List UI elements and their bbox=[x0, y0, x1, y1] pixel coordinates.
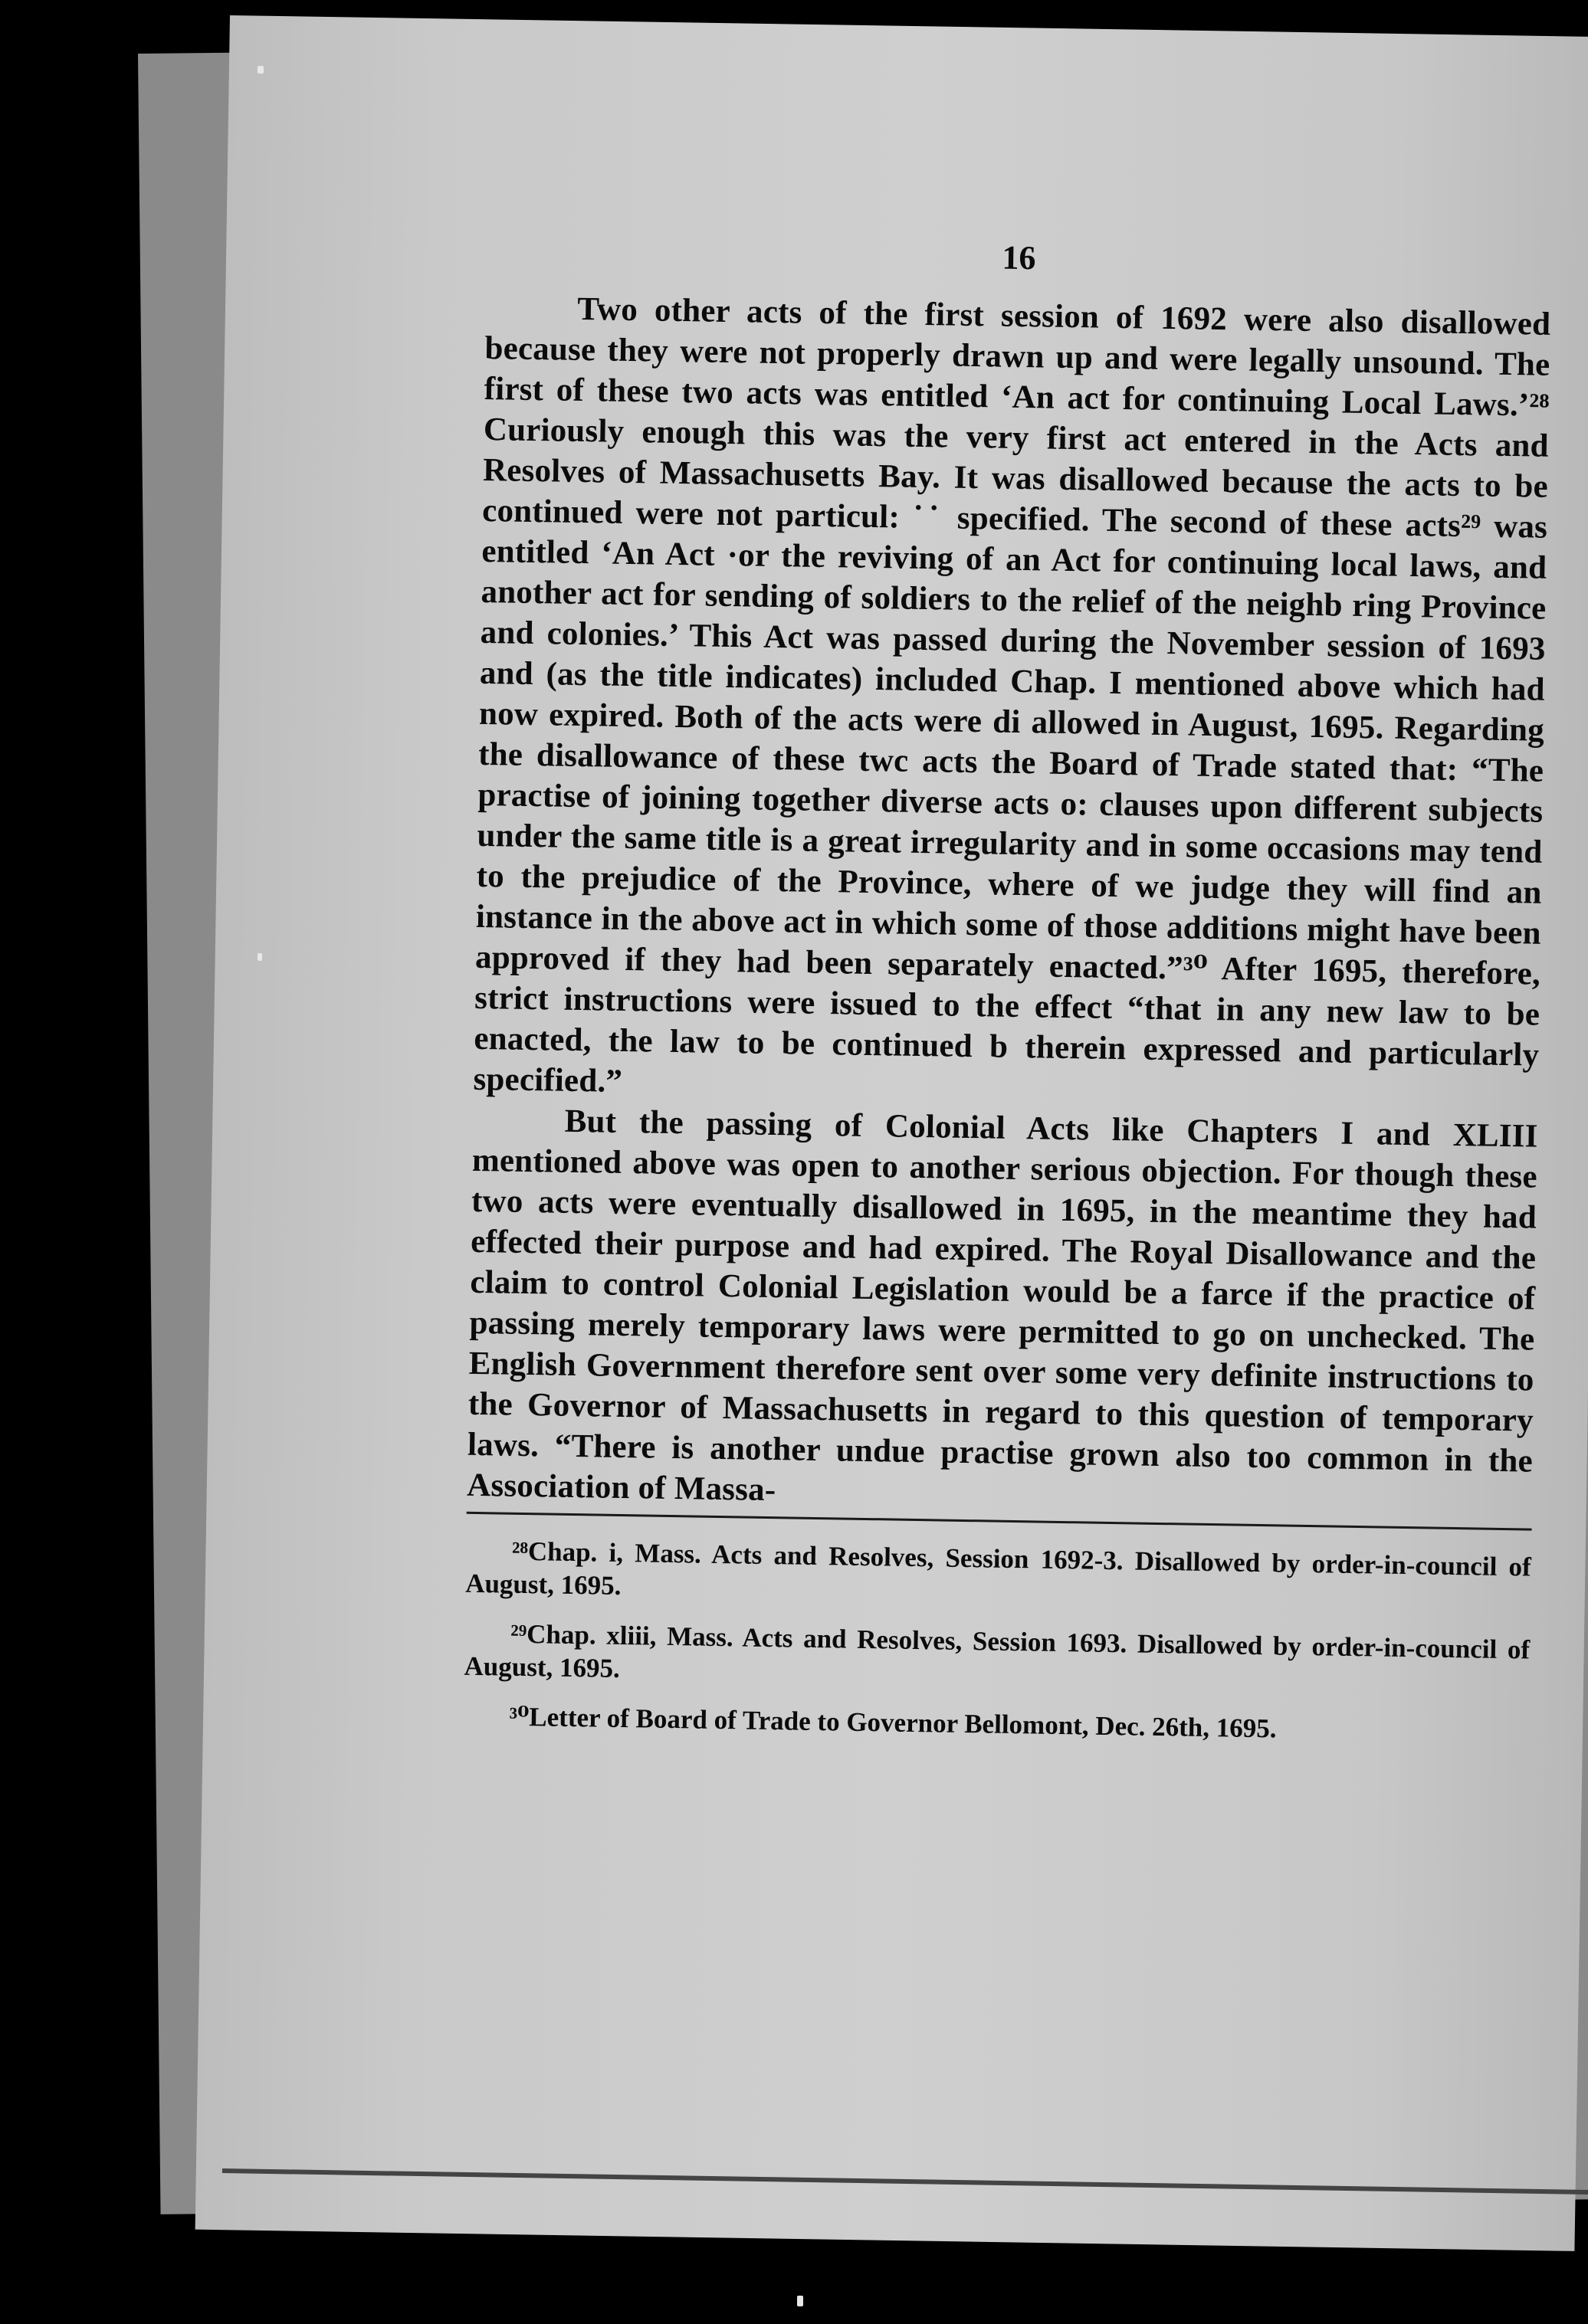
body-paragraph: But the passing of Colonial Acts like Chapters I and XLIII mentioned above was open to another serious objection. For though these two acts were eventually disallowed in 1695, in the meantime they had effected their purpose and had expired. The Royal Disallowance and the claim to control Colonial Legislation would be a farce if the practice of passing merely temporary laws were permitted to go on unchecked. The English Government therefore sent over some very definite instructions to the Governor of Massachusetts in regard to this question of temporary laws. “There is another undue practise grown also too common in the Association of Massa- bbox=[466, 1103, 1538, 1509]
scan-speck bbox=[797, 2296, 803, 2306]
footnote: ²⁸Chap. i, Mass. Acts and Resolves, Session 1692-3. Disallowed by order-in-council of August, 1695. bbox=[464, 1536, 1532, 1601]
scan-speck bbox=[258, 66, 264, 74]
body-paragraph: Two other acts of the first session of 1692 were also disallowed because they were not properly drawn up and were legally unsound. The first of these two acts was entitled ‘An act for continuing Local Laws.’²⁸ Curiously enough this was the very first act entered in the Acts and Resolves of Massachusetts Bay. It was disallowed because the acts to be continued were not particul: ˙˙ specified. The second of these acts²⁹ was entitled ‘An Act ·or the reviving of an Act for continuing local laws, and another act for sending of soldiers to the relief of the neighb ring Province and colonies.’ This Act was passed during the November session of 1693 and (as the title indicates) included Chap. I mentioned above which had now expired. Both of the acts were di allowed in August, 1695. Regarding the disallowance of these twc acts the Board of Trade stated that: “The practise of joining together diverse acts o: clauses upon different subjects under the same title is a great irregularity and in some occasions may tend to the prejudice of the Province, where of we judge they will find an instance in the above act in which some of those additions might have been approved if they had been separately enacted.”³⁰ After 1695, therefore, strict instructions were issued to the effect “that in any new law to be enacted, the law to be continued b therein expressed and particularly specified.” bbox=[473, 290, 1551, 1100]
footnote: ³⁰Letter of Board of Trade to Governor Bellomont, Dec. 26th, 1695. bbox=[509, 1701, 1277, 1744]
scan-speck bbox=[258, 953, 262, 961]
page-text bbox=[463, 230, 1552, 1766]
footnote: ²⁹Chap. xliii, Mass. Acts and Resolves, Session 1693. Disallowed by order-in-council of August, 1695. bbox=[464, 1618, 1531, 1683]
page-number: 16 bbox=[1002, 238, 1036, 277]
